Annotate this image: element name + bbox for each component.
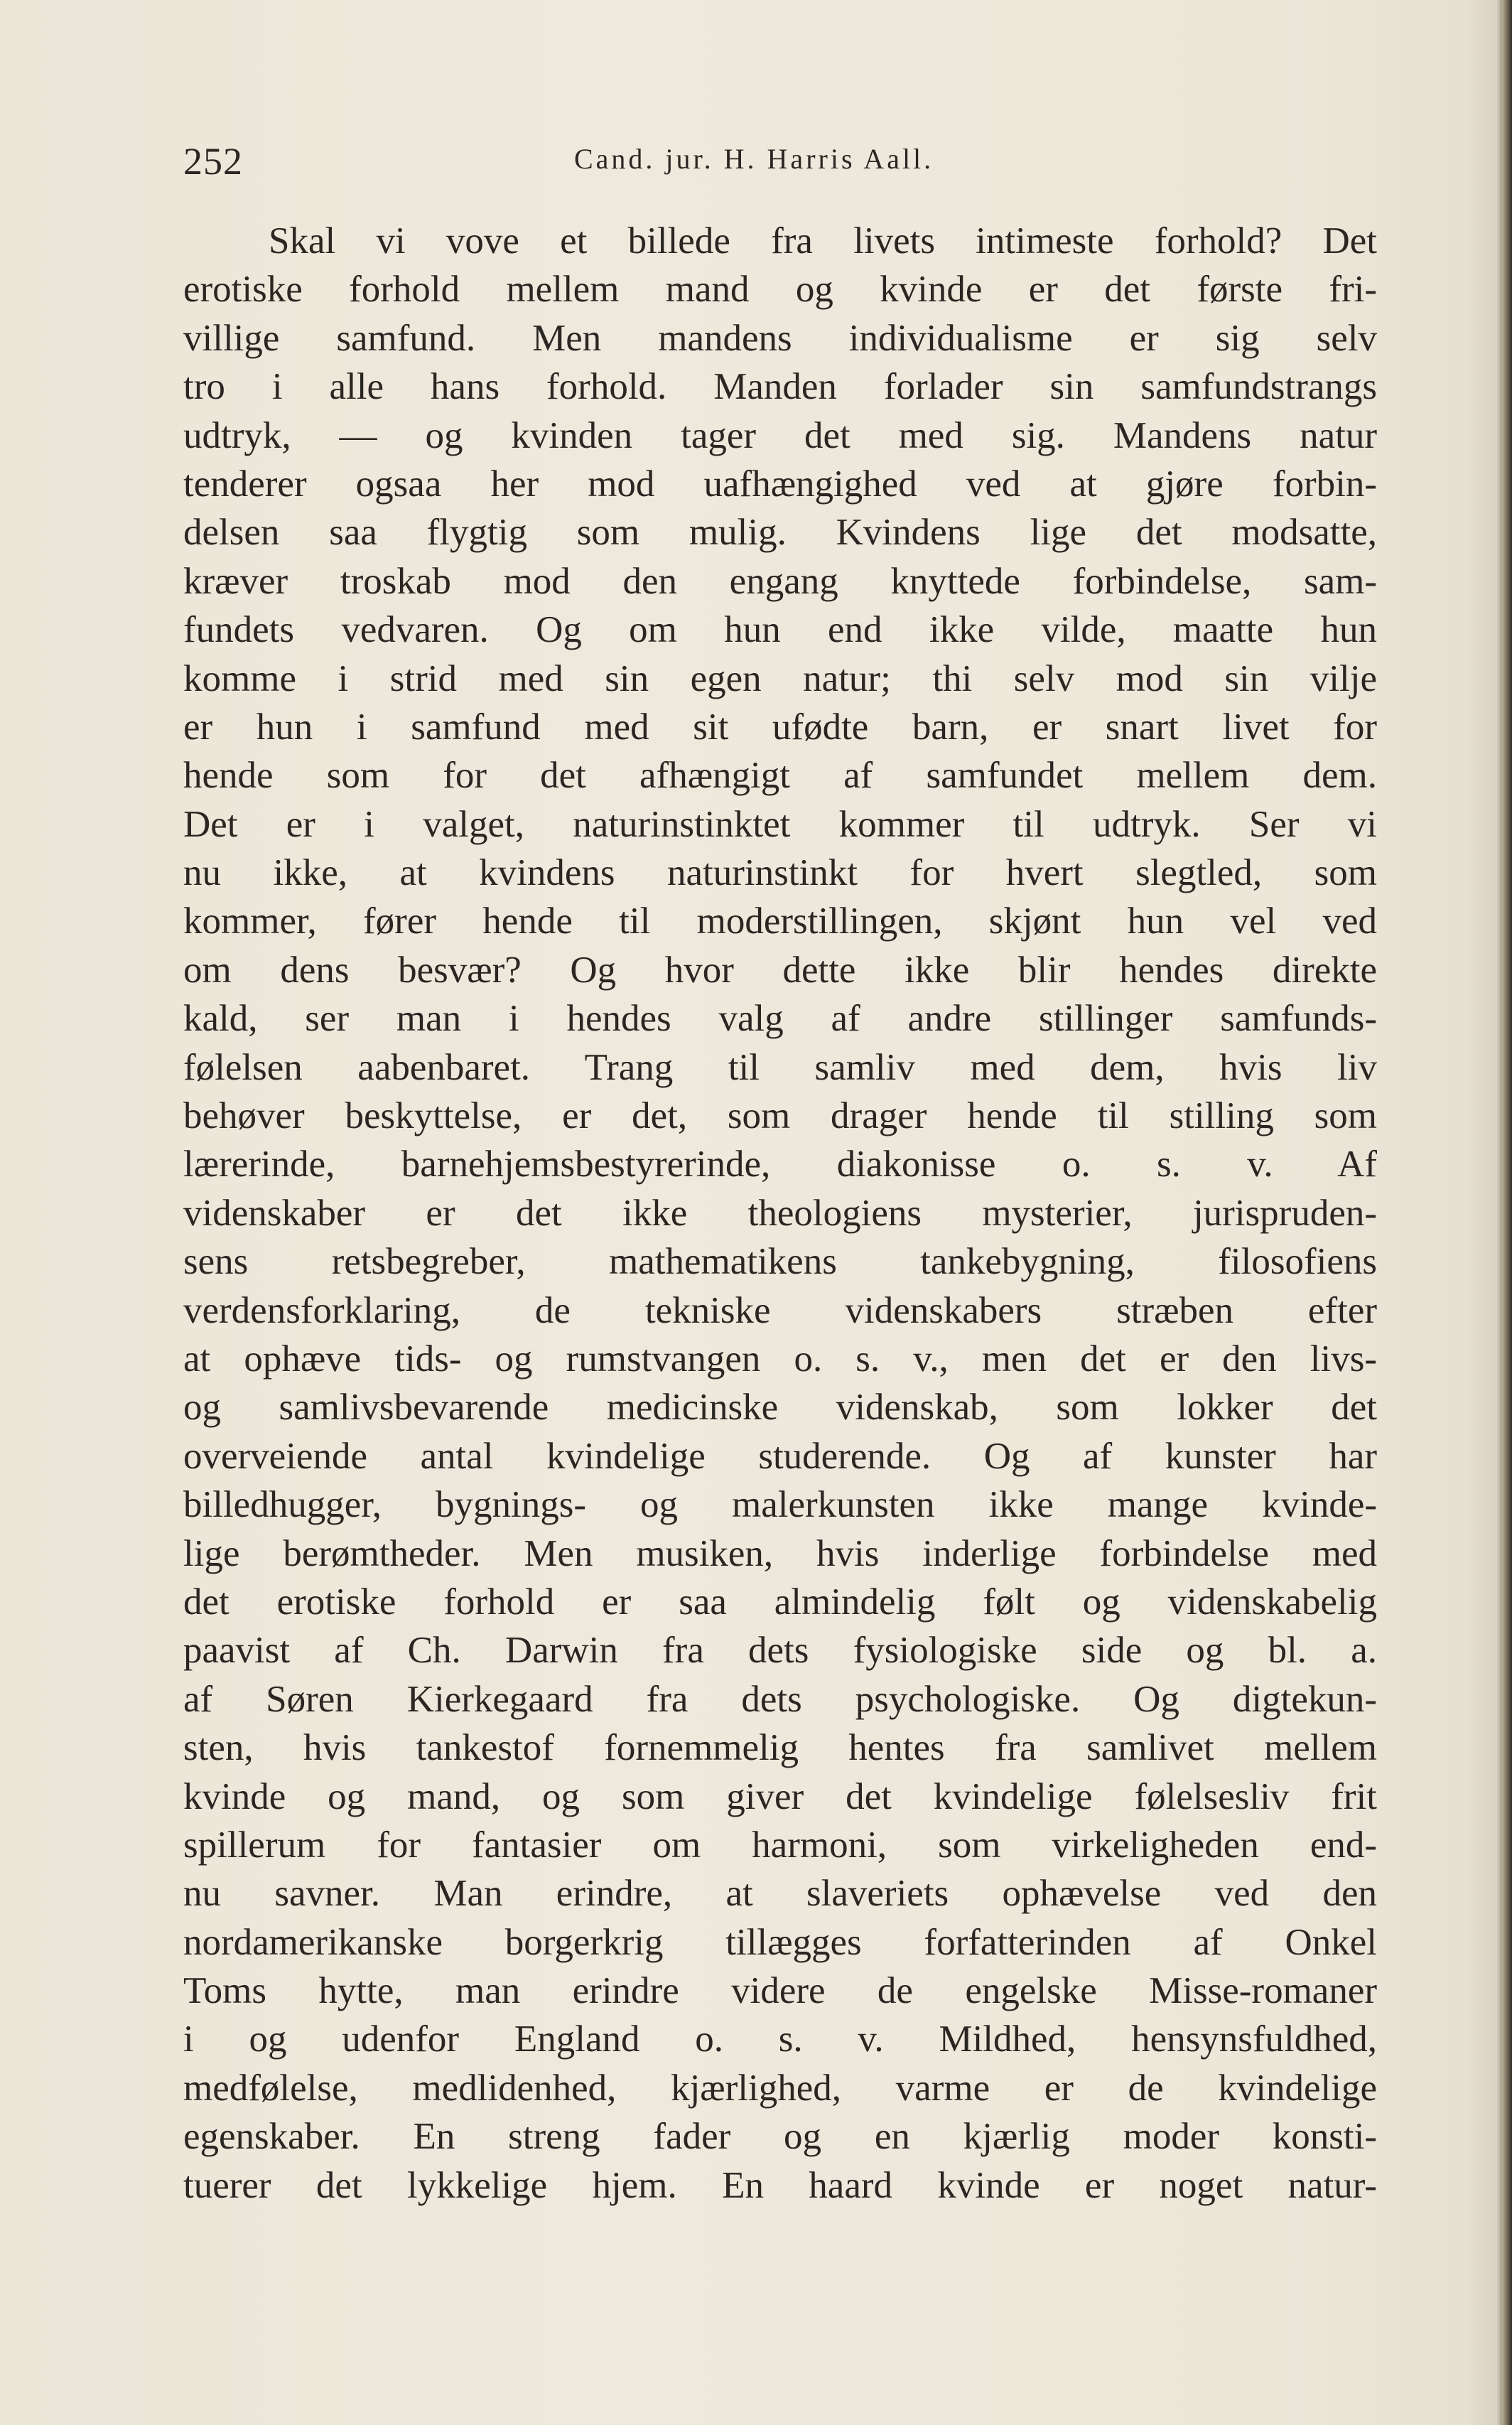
- text-line: behøver beskyttelse, er det, som drager hende til stilling som: [183, 1095, 1377, 1137]
- text-line: verdensforklaring, de tekniske videnskabers stræben efter: [183, 1289, 1377, 1331]
- text-line: erotiske forhold mellem mand og kvinde er det første fri-: [183, 269, 1377, 311]
- text-line: udtryk, — og kvinden tager det med sig. Mandens natur: [183, 414, 1377, 456]
- text-line: hende som for det afhængigt af samfundet mellem dem.: [183, 755, 1377, 797]
- text-line: delsen saa flygtig som mulig. Kvindens lige det modsatte,: [183, 512, 1377, 554]
- page-number: 252: [183, 140, 243, 183]
- text-line: fundets vedvaren. Og om hun end ikke vilde, maatte hun: [183, 609, 1377, 651]
- text-line: nu ikke, at kvindens naturinstinkt for hvert slegtled, som: [183, 852, 1377, 894]
- text-line: kald, ser man i hendes valg af andre stillinger samfunds-: [183, 998, 1377, 1040]
- text-line: nordamerikanske borgerkrig tillægges forfatterinden af Onkel: [183, 1921, 1377, 1963]
- text-line: lærerinde, barnehjemsbestyrerinde, diakonisse o. s. v. Af: [183, 1144, 1377, 1185]
- text-line: er hun i samfund med sit ufødte barn, er snart livet for: [183, 706, 1377, 748]
- running-head: Cand. jur. H. Harris Aall.: [574, 143, 934, 175]
- text-line: det erotiske forhold er saa almindelig følt og videnskabelig: [183, 1581, 1377, 1623]
- text-line: komme i strid med sin egen natur; thi selv mod sin vilje: [183, 657, 1377, 699]
- text-line: at ophæve tids- og rumstvangen o. s. v., men det er den livs-: [183, 1338, 1377, 1380]
- text-line: kvinde og mand, og som giver det kvindelige følelsesliv frit: [183, 1775, 1377, 1817]
- text-line: videnskaber er det ikke theologiens mysterier, jurispruden-: [183, 1192, 1377, 1234]
- text-line: sens retsbegreber, mathematikens tankebygning, filosofiens: [183, 1241, 1377, 1283]
- text-line: egenskaber. En streng fader og en kjærlig moder konsti-: [183, 2116, 1377, 2158]
- body-text: [183, 217, 1377, 2210]
- text-line: overveiende antal kvindelige studerende. Og af kunster har: [183, 1435, 1377, 1477]
- text-line: Skal vi vove et billede fra livets intimeste forhold? Det: [269, 220, 1377, 262]
- text-line: lige berømtheder. Men musiken, hvis inderlige forbindelse med: [183, 1532, 1377, 1574]
- text-line: om dens besvær? Og hvor dette ikke blir hendes direkte: [183, 949, 1377, 991]
- text-line: spillerum for fantasier om harmoni, som virkeligheden end-: [183, 1824, 1377, 1866]
- text-line: og samlivsbevarende medicinske videnskab, som lokker det: [183, 1387, 1377, 1429]
- text-line: tenderer ogsaa her mod uafhængighed ved at gjøre forbin-: [183, 463, 1377, 505]
- text-line: paavist af Ch. Darwin fra dets fysiologiske side og bl. a.: [183, 1630, 1377, 1672]
- text-line: følelsen aabenbaret. Trang til samliv med dem, hvis liv: [183, 1046, 1377, 1088]
- text-line: tro i alle hans forhold. Manden forlader sin samfundstrangs: [183, 366, 1377, 408]
- text-line: af Søren Kierkegaard fra dets psychologiske. Og digtekun-: [183, 1678, 1377, 1720]
- text-line: Det er i valget, naturinstinktet kommer til udtryk. Ser vi: [183, 803, 1377, 845]
- text-line: kommer, fører hende til moderstillingen, skjønt hun vel ved: [183, 900, 1377, 942]
- text-line: kræver troskab mod den engang knyttede forbindelse, sam-: [183, 560, 1377, 602]
- text-line: i og udenfor England o. s. v. Mildhed, hensynsfuldhed,: [183, 2018, 1377, 2060]
- text-line: villige samfund. Men mandens individualisme er sig selv: [183, 317, 1377, 359]
- text-line: billedhugger, bygnings- og malerkunsten ikke mange kvinde-: [183, 1484, 1377, 1526]
- page-edge-shadow: [1502, 0, 1512, 2425]
- text-line: tuerer det lykkelige hjem. En haard kvinde er noget natur-: [183, 2164, 1377, 2206]
- text-line: sten, hvis tankestof fornemmelig hentes fra samlivet mellem: [183, 1727, 1377, 1769]
- page-header: [183, 139, 1377, 189]
- text-line: medfølelse, medlidenhed, kjærlighed, varme er de kvindelige: [183, 2067, 1377, 2109]
- text-line: nu savner. Man erindre, at slaveriets ophævelse ved den: [183, 1873, 1377, 1915]
- text-line: Toms hytte, man erindre videre de engelske Misse-romaner: [183, 1970, 1377, 2012]
